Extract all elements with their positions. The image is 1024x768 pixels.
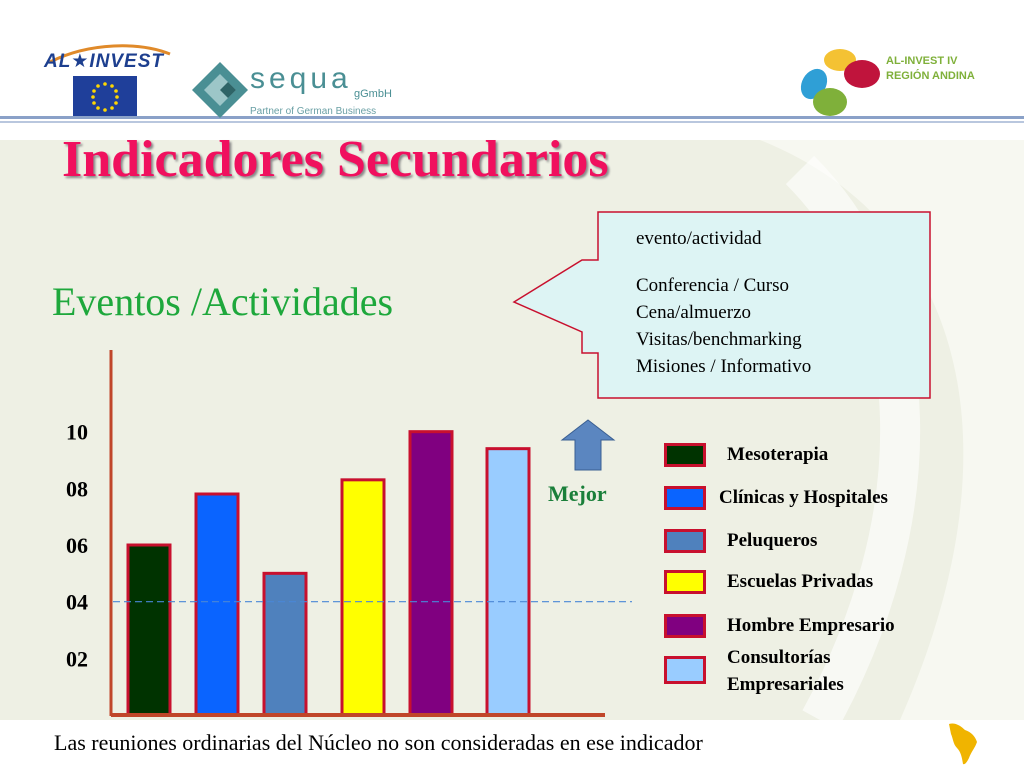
eu-flag-icon: [73, 76, 137, 116]
legend-label: Clínicas y Hospitales: [719, 487, 888, 508]
y-tick-label: 06: [66, 533, 88, 558]
bar: [410, 432, 452, 715]
sequa-suffix: gGmbH: [354, 88, 392, 100]
legend-label: Escuelas Privadas: [727, 571, 874, 592]
page-title: Indicadores Secundarios: [62, 131, 609, 188]
legend-label: Consultorías Empresariales: [727, 647, 844, 695]
alinvest4-line2: REGIÓN ANDINA: [886, 70, 975, 82]
legend-swatch: [664, 656, 706, 684]
callout-heading: evento/actividad: [636, 228, 762, 249]
bar-chart: [0, 340, 660, 730]
better-label: Mejor: [548, 481, 607, 506]
y-tick-label: 08: [66, 476, 88, 502]
y-tick-label: 02: [66, 646, 88, 672]
alinvest-logo: AL★INVEST: [44, 51, 164, 72]
bar: [342, 480, 384, 715]
legend-swatch: [664, 486, 706, 510]
footnote: Las reuniones ordinarias del Núcleo no son consideradas en ese indicador: [54, 730, 703, 755]
y-tick-label: 10: [66, 419, 88, 445]
sequa-logo: sequa: [250, 62, 352, 95]
callout-item: Conferencia / Curso: [636, 275, 790, 296]
legend-swatch: [664, 529, 706, 553]
alinvest4-line1: AL-INVEST IV: [886, 55, 958, 67]
legend-swatch: [664, 443, 706, 467]
legend-label: Mesoterapia: [727, 444, 829, 465]
callout-list: [636, 272, 811, 380]
callout-item: Visitas/benchmarking: [636, 329, 802, 350]
bar: [128, 545, 170, 715]
y-tick-label: 04: [66, 589, 88, 615]
legend-swatch: [664, 614, 706, 638]
callout-item: Misiones / Informativo: [636, 356, 812, 377]
alinvest4-logo-text: [886, 54, 1006, 84]
bar: [487, 449, 529, 715]
legend-label: Peluqueros: [727, 530, 818, 551]
bar: [264, 573, 306, 715]
legend-swatch: [664, 570, 706, 594]
bar: [196, 494, 238, 715]
up-arrow-icon: [562, 420, 614, 470]
legend-label: Hombre Empresario: [727, 615, 895, 636]
latin-america-map-icon: [945, 722, 985, 766]
section-title: Eventos /Actividades: [52, 279, 394, 324]
callout-item: Cena/almuerzo: [636, 302, 752, 323]
sequa-tagline: Partner of German Business: [250, 106, 377, 117]
